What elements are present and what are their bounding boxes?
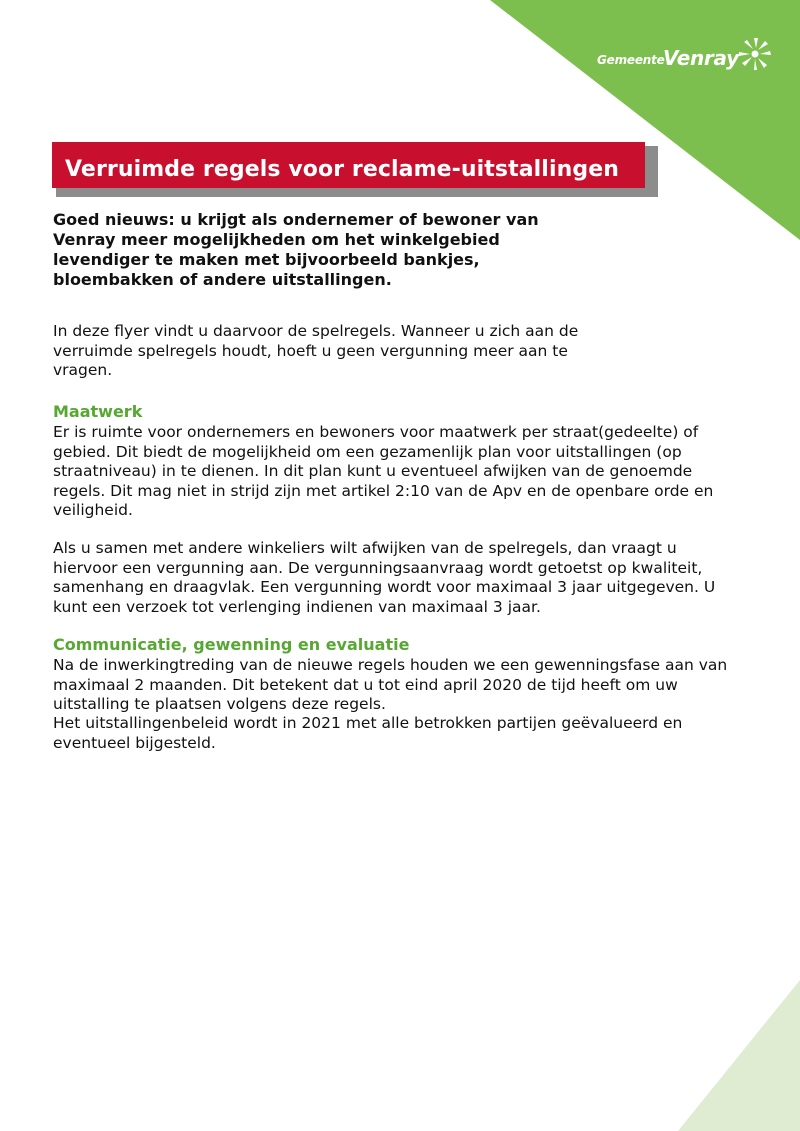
- paragraph-communicatie-2: Het uitstallingenbeleid wordt in 2021 met alle betrokken partijen geëvalueerd en eventueel bijgesteld.: [53, 714, 683, 752]
- heading-communicatie: Communicatie, gewenning en evaluatie: [53, 635, 410, 654]
- flower-icon: [737, 36, 773, 72]
- paragraph-maatwerk-1: Er is ruimte voor ondernemers en bewoners voor maatwerk per straat(gedeelte) of gebied. Dit biedt de mogelijkheid om een gezamenlijk plan voor uitstallingen (op straatniveau) in te dienen. In dit plan kunt u eventueel afwijken van de genoemde regels. Dit mag niet in strijd zijn met artikel 2:10 van de Apv en de openbare orde en veiligheid.: [53, 423, 714, 520]
- paragraph-spelregels: In deze flyer vindt u daarvoor de spelregels. Wanneer u zich aan de verruimde spelregels houdt, hoeft u geen vergunning meer aan te vragen.: [53, 322, 579, 380]
- paragraph-communicatie-1: Na de inwerkingtreding van de nieuwe regels houden we een gewenningsfase aan van maximaal 2 maanden. Dit betekent dat u tot eind april 2020 de tijd heeft om uw uitstalling te plaatsen volgens deze regels.: [53, 656, 728, 714]
- logo-prefix: Gemeente: [597, 53, 665, 67]
- logo-name: Venray: [663, 46, 739, 70]
- title-banner: [52, 142, 645, 188]
- venray-logo: [597, 36, 777, 80]
- intro-text: Goed nieuws: u krijgt als ondernemer of bewoner van Venray meer mogelijkheden om het winkelgebied levendiger te maken met bijvoorbeeld bankjes, bloembakken of andere uitstallingen.: [53, 210, 539, 289]
- page-title: Verruimde regels voor reclame-uitstallingen: [65, 156, 619, 182]
- paragraph-maatwerk-2: Als u samen met andere winkeliers wilt afwijken van de spelregels, dan vraagt u hiervoor een vergunning aan. De vergunningsaanvraag wordt getoetst op kwaliteit, samenhang en draagvlak. Een vergunning wordt voor maximaal 3 jaar uitgegeven. U kunt een verzoek tot verlenging indienen van maximaal 3 jaar.: [53, 539, 716, 616]
- heading-maatwerk: Maatwerk: [53, 402, 143, 421]
- light-green-corner-decoration: [660, 980, 800, 1131]
